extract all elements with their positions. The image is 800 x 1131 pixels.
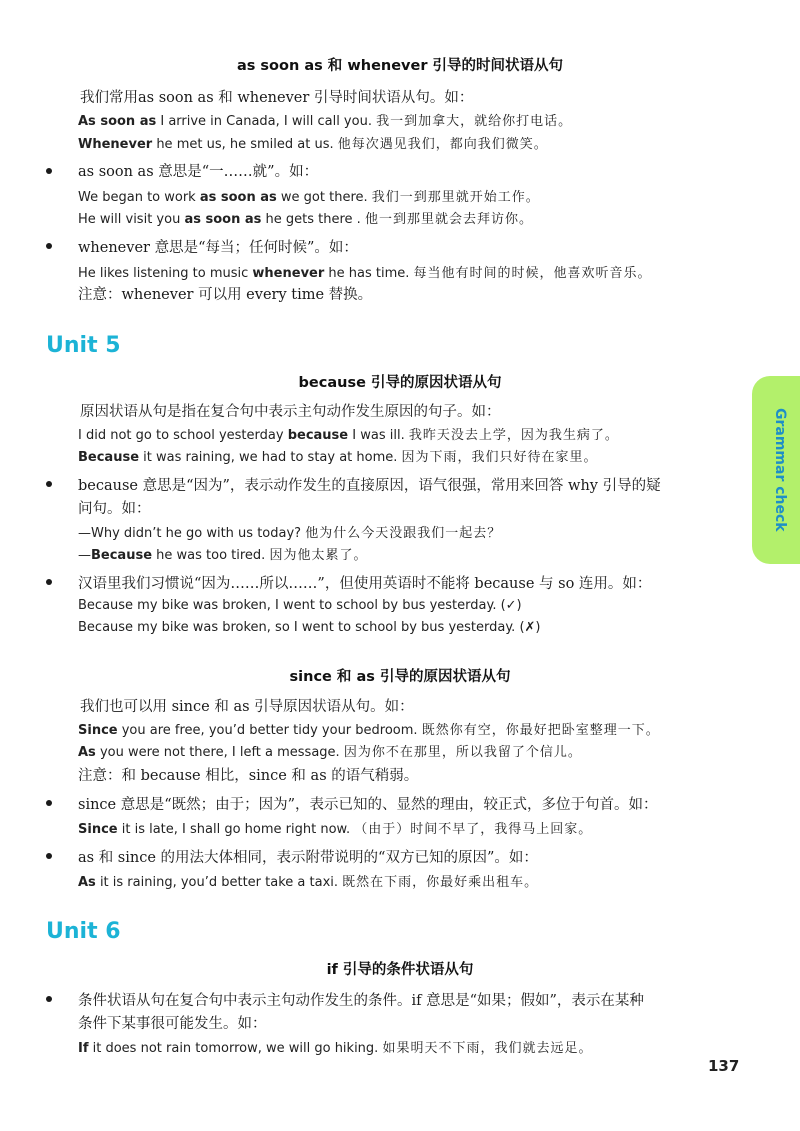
example-sentence xyxy=(78,133,548,152)
section-title-because: because 引导的原因状语从句 xyxy=(298,375,502,391)
example-english: We began to work xyxy=(78,190,200,205)
example-sentence xyxy=(78,186,540,205)
example-english: I did not go to school yesterday xyxy=(78,428,288,443)
bullet-text: whenever 意思是“每当；任何时候”。如： xyxy=(78,240,358,256)
keyword: Because xyxy=(91,548,153,563)
keyword: As xyxy=(78,745,96,760)
dialogue-line xyxy=(78,544,367,563)
example-english: it was raining, we had to stay at home. xyxy=(139,450,402,465)
example-chinese: 因为你不在那里，所以我留了个信儿。 xyxy=(343,745,582,760)
bullet-text-continued: 条件下某事很可能发生。如： xyxy=(78,1016,267,1032)
bullet-text: because 意思是“因为”，表示动作发生的直接原因，语气很强，常用来回答 why 引导的疑 xyxy=(78,478,661,494)
example-english: it is raining, you’d better take a taxi. xyxy=(95,875,343,890)
keyword: If xyxy=(78,1041,89,1056)
example-english: he was too tired. xyxy=(152,548,270,563)
example-chinese: 如果明天不下雨，我们就去远足。 xyxy=(382,1041,593,1056)
section-intro: 我们常用as soon as 和 whenever 引导时间状语从句。如： xyxy=(80,90,474,106)
bullet-text: 汉语里我们习惯说“因为……所以……”，但使用英语时不能将 because 与 so 连用。如： xyxy=(78,576,652,592)
keyword: because xyxy=(287,428,349,443)
keyword: Since xyxy=(78,822,118,837)
bullet-text: since 意思是“既然；由于；因为”，表示已知的、显然的理由，较正式，多位于句首。如： xyxy=(78,797,658,813)
example-english: I arrive in Canada, I will call you. xyxy=(156,114,377,129)
example-english: He will visit you xyxy=(78,212,185,227)
section-intro: 原因状语从句是指在复合句中表示主句动作发生原因的句子。如： xyxy=(80,404,501,420)
example-english: he gets there . xyxy=(261,212,365,227)
keyword: Since xyxy=(78,723,118,738)
bullet-icon xyxy=(46,243,52,249)
example-chinese: 他每次遇见我们，都向我们微笑。 xyxy=(337,137,548,152)
example-english: —Why didn’t he go with us today? xyxy=(78,526,306,541)
bullet-text: as 和 since 的用法大体相同，表示附带说明的“双方已知的原因”。如： xyxy=(78,850,538,866)
example-sentence xyxy=(78,818,592,837)
keyword: As soon as xyxy=(78,114,157,129)
dialogue-line xyxy=(78,522,501,541)
example-english: — xyxy=(78,548,91,563)
example-sentence xyxy=(78,208,533,227)
example-chinese: 每当他有时间的时候，他喜欢听音乐。 xyxy=(413,266,652,281)
example-english: he met us, he smiled at us. xyxy=(152,137,338,152)
example-chinese: （由于）时间不早了，我得马上回家。 xyxy=(354,822,593,837)
section-title-as-soon-as-whenever: as soon as 和 whenever 引导的时间状语从句 xyxy=(236,58,564,74)
example-chinese: 他为什么今天没跟我们一起去？ xyxy=(305,526,502,541)
example-chinese: 我们一到那里就开始工作。 xyxy=(371,190,540,205)
note-text: 注意：和 because 相比，since 和 as 的语气稍弱。 xyxy=(78,768,419,784)
example-sentence xyxy=(78,871,538,890)
keyword: Because xyxy=(78,450,140,465)
bullet-text-continued: 问句。如： xyxy=(78,501,151,517)
example-english: I was ill. xyxy=(348,428,409,443)
example-sentence xyxy=(78,446,598,465)
example-chinese: 因为他太累了。 xyxy=(269,548,368,563)
example-english: it is late, I shall go home right now. xyxy=(117,822,355,837)
example-sentence xyxy=(78,1037,592,1056)
page-number: 137 xyxy=(708,1057,740,1075)
example-english: He likes listening to music xyxy=(78,266,253,281)
bullet-icon xyxy=(46,996,52,1002)
example-english: you were not there, I left a message. xyxy=(95,745,344,760)
example-sentence xyxy=(78,719,660,738)
section-title-since-as: since 和 as 引导的原因状语从句 xyxy=(289,669,511,685)
example-sentence xyxy=(78,741,582,760)
bullet-text: as soon as 意思是“一……就”。如： xyxy=(78,164,319,180)
example-sentence xyxy=(78,262,652,281)
example-sentence xyxy=(78,110,572,129)
bullet-icon xyxy=(46,481,52,487)
note-text: 注意：whenever 可以用 every time 替换。 xyxy=(78,287,373,303)
bullet-icon xyxy=(46,800,52,806)
example-chinese: 我昨天没去上学，因为我生病了。 xyxy=(408,428,619,443)
example-chinese: 既然在下雨，你最好乘出租车。 xyxy=(342,875,539,890)
example-english: he has time. xyxy=(324,266,414,281)
example-sentence xyxy=(78,424,619,443)
example-sentence-incorrect: Because my bike was broken, so I went to school by bus yesterday. (✗) xyxy=(78,620,541,635)
example-chinese: 因为下雨，我们只好待在家里。 xyxy=(401,450,598,465)
example-chinese: 我一到加拿大，就给你打电话。 xyxy=(376,114,573,129)
example-english: we got there. xyxy=(276,190,372,205)
bullet-icon xyxy=(46,168,52,174)
example-english: you are free, you’d better tidy your bedroom. xyxy=(117,723,422,738)
bullet-text: 条件状语从句在复合句中表示主句动作发生的条件。if 意思是“如果；假如”，表示在某种 xyxy=(78,993,644,1009)
grammar-check-tab-label-wrap xyxy=(760,376,800,564)
example-chinese: 他一到那里就会去拜访你。 xyxy=(364,212,533,227)
example-chinese: 既然你有空，你最好把卧室整理一下。 xyxy=(421,723,660,738)
keyword: whenever xyxy=(252,266,325,281)
grammar-check-tab-label: Grammar check xyxy=(772,408,788,532)
unit-heading: Unit 6 xyxy=(46,919,121,944)
example-sentence-correct: Because my bike was broken, I went to school by bus yesterday. (✓) xyxy=(78,598,522,613)
bullet-icon xyxy=(46,853,52,859)
unit-heading: Unit 5 xyxy=(46,333,121,358)
section-title-if: if 引导的条件状语从句 xyxy=(326,962,474,978)
keyword: As xyxy=(78,875,96,890)
section-intro: 我们也可以用 since 和 as 引导原因状语从句。如： xyxy=(80,699,414,715)
keyword: as soon as xyxy=(199,190,277,205)
keyword: Whenever xyxy=(78,137,153,152)
example-english: it does not rain tomorrow, we will go hiking. xyxy=(88,1041,383,1056)
keyword: as soon as xyxy=(184,212,262,227)
bullet-icon xyxy=(46,579,52,585)
